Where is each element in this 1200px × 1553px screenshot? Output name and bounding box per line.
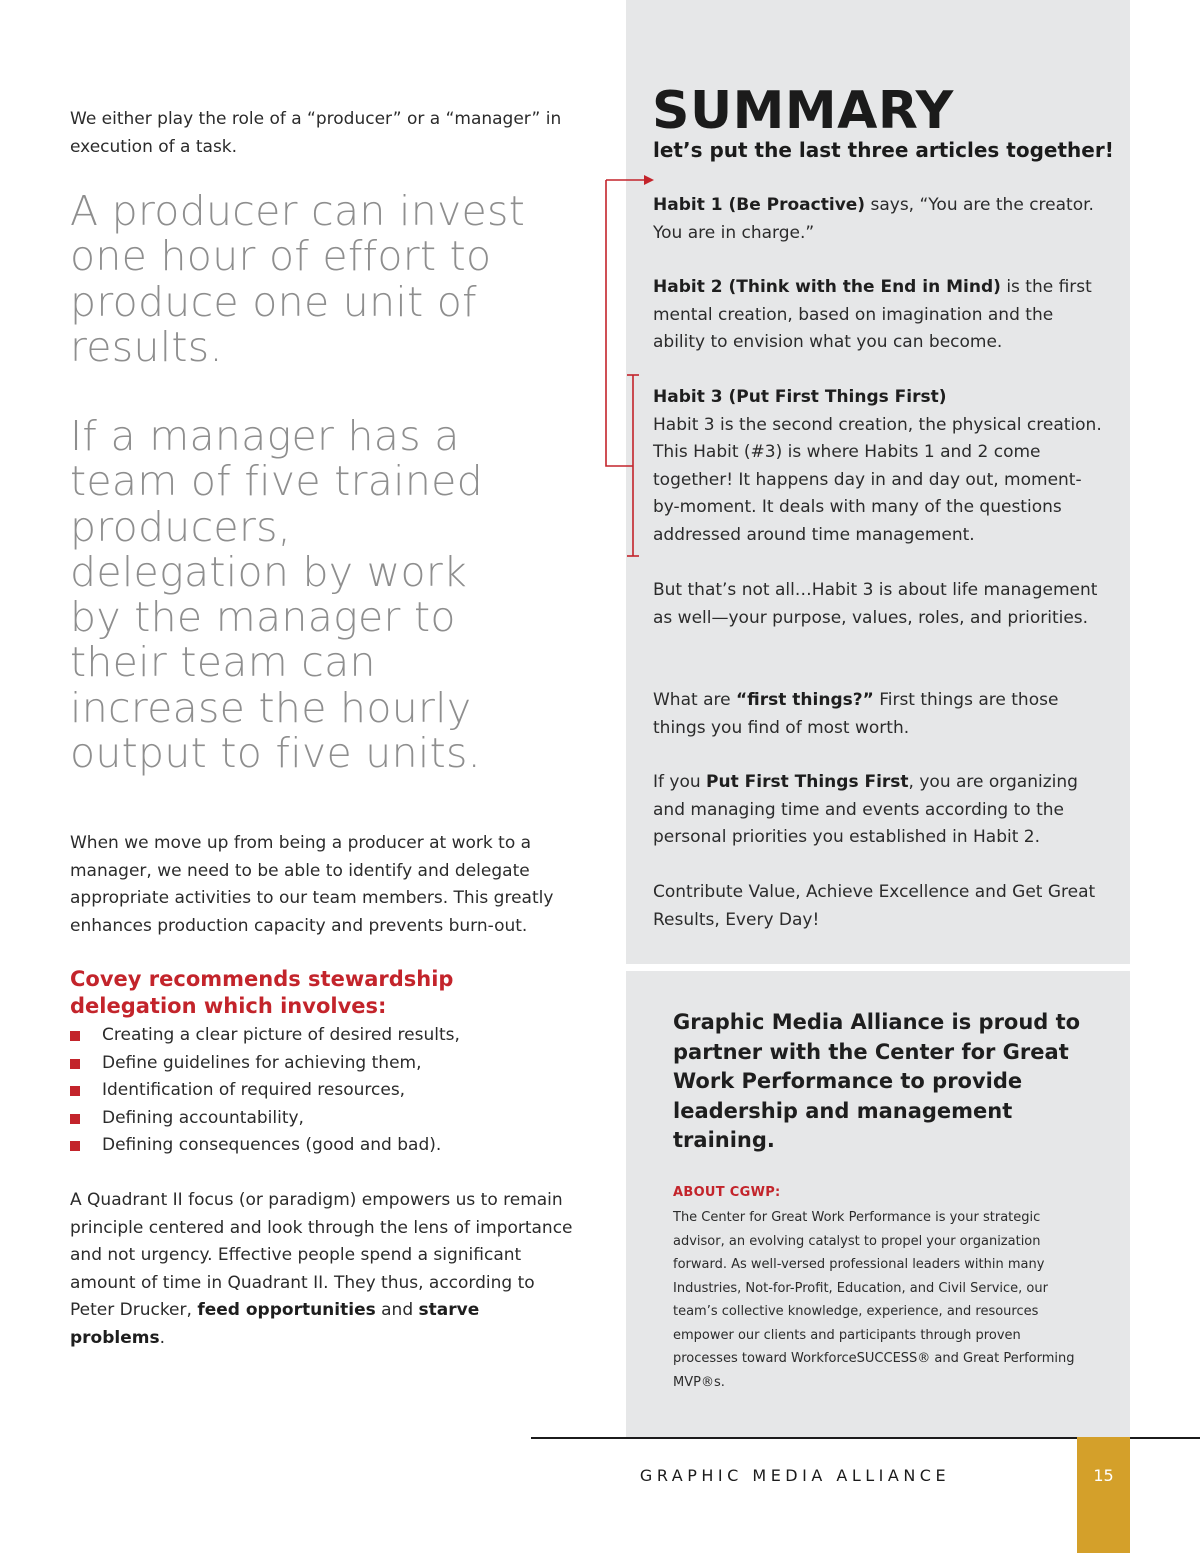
summary-title: SUMMARY <box>652 81 954 141</box>
about-cgwp-text: The Center for Great Work Performance is your strategic advisor, an evolving catalyst to propel your organization forward. As well-versed professional leaders within many Industries, Not-for-Profit, Education, and Civil Service, our team’s collective knowledge, experience, and resources empower our clients and participants through proven processes toward WorkforceSUCCESS® and Great Performing MVP®s. <box>673 1210 1075 1390</box>
starve-problems-bold: starve problems <box>70 1300 480 1348</box>
covey-heading-text: Covey recommends stewardship delegation which involves: <box>70 967 454 1018</box>
promo-heading: Graphic Media Alliance is proud to partner with the Center for Great Work Performance to provide leadership and management training. <box>673 1010 1081 1152</box>
first-things-post: First things are those things you find of most worth. <box>653 690 1059 738</box>
about-cgwp-label: ABOUT CGWP: <box>673 1185 781 1200</box>
bullet-square-icon <box>70 1031 80 1041</box>
habit-3-text <box>653 384 1103 549</box>
bullet-square-icon <box>70 1114 80 1124</box>
first-things-pre: What are <box>653 690 731 710</box>
quadrant-and: and <box>381 1300 414 1320</box>
habit-1-description: says, “You are the creator. You are in charge.” <box>653 195 1094 243</box>
bullet-text: Define guidelines for achieving them, <box>102 1052 422 1073</box>
habit-1-text <box>653 192 1103 247</box>
feed-opportunities-bold: feed opportunities <box>197 1300 376 1320</box>
habit-2-label: Habit 2 (Think with the End in Mind) <box>653 277 1001 297</box>
bullet-square-icon <box>70 1059 80 1069</box>
pull-quote-manager: If a manager has a team of five trained producers, delegation by work by the manager to their team can increase the hourly output to five units. <box>70 412 483 778</box>
habit-1-label: Habit 1 (Be Proactive) <box>653 195 866 215</box>
bullet-square-icon <box>70 1086 80 1096</box>
habit-2-text <box>653 274 1103 357</box>
life-management-text: But that’s not all…Habit 3 is about life management as well—your purpose, values, roles, and priorities. <box>653 580 1098 628</box>
quadrant-paragraph <box>70 1187 575 1352</box>
habit-3-description: Habit 3 is the second creation, the physical creation. This Habit (#3) is where Habits 1 and 2 come together! It happens day in and day out, moment-by-moment. It deals with many of the questions addressed around time management. <box>653 414 1102 545</box>
list-item <box>70 1050 575 1078</box>
put-first-things-text <box>653 769 1103 852</box>
pull-quote-producer: A producer can invest one hour of effort to produce one unit of results. <box>70 187 526 371</box>
footer-brand: GRAPHIC MEDIA ALLIANCE <box>639 1466 951 1485</box>
quadrant-text: A Quadrant II focus (or paradigm) empowers us to remain principle centered and look through the lens of importance and not urgency. Effective people spend a significant amount of time in Quadrant II. They thus, according to Peter Drucker, <box>70 1190 573 1320</box>
producer-to-manager-paragraph: When we move up from being a producer at work to a manager, we need to be able to identify and delegate appropriate activities to our team members. This greatly enhances production capacity and prevents burn-out. <box>70 833 554 936</box>
intro-paragraph: We either play the role of a “producer” or a “manager” in execution of a task. <box>70 109 562 157</box>
first-things-bold: “first things?” <box>735 690 874 710</box>
bullet-text: Identification of required resources, <box>102 1080 406 1100</box>
habit-2-description: is the first mental creation, based on imagination and the ability to envision what you can become. <box>653 277 1092 352</box>
quadrant-end: . <box>159 1327 165 1348</box>
list-item <box>70 1022 575 1050</box>
page-number: 15 <box>1093 1466 1114 1485</box>
page-number-tab <box>1077 1437 1130 1553</box>
put-first-bold: Put First Things First <box>706 772 909 792</box>
bullet-text: Defining consequences (good and bad). <box>102 1135 442 1155</box>
summary-subtitle: let’s put the last three articles together! <box>653 138 1114 162</box>
habit-connector-arrow-icon <box>596 170 658 562</box>
list-item <box>70 1105 575 1133</box>
bullet-text: Defining accountability, <box>102 1107 304 1128</box>
list-item <box>70 1077 575 1105</box>
list-item <box>70 1132 575 1160</box>
put-first-post: , you are organizing and managing time and events according to the personal priorities you established in Habit 2. <box>653 772 1078 847</box>
bullet-square-icon <box>70 1141 80 1151</box>
covey-heading <box>70 966 580 1020</box>
first-things-text <box>653 687 1103 742</box>
closing-text: Contribute Value, Achieve Excellence and Get Great Results, Every Day! <box>653 882 1096 930</box>
delegation-bullet-list <box>70 1022 575 1160</box>
bullet-text: Creating a clear picture of desired results, <box>102 1025 460 1045</box>
habit-3-label: Habit 3 (Put First Things First) <box>653 387 947 407</box>
put-first-pre: If you <box>653 772 701 792</box>
